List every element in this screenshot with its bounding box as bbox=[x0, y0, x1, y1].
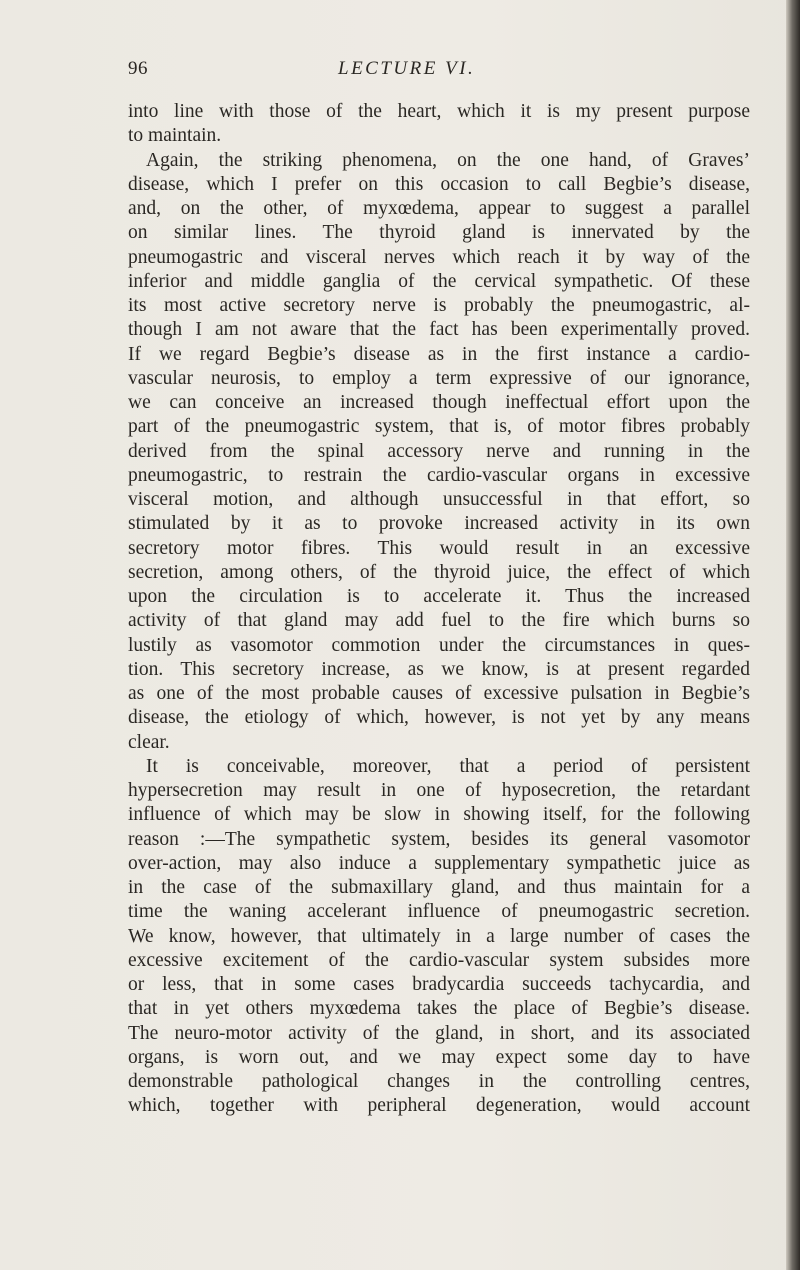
body-text bbox=[128, 100, 750, 1119]
text-line: time the waning accelerant influence of pneumogastric secretion. bbox=[128, 901, 750, 923]
text-line: into line with those of the heart, which it is my present purpose bbox=[128, 101, 750, 122]
text-line: vascular neurosis, to employ a term expressive of our ignorance, bbox=[128, 367, 750, 389]
text-line: excessive excitement of the cardio-vascular system subsides more bbox=[128, 949, 750, 971]
text-line: The neuro-motor activity of the gland, in short, and its associated bbox=[128, 1022, 750, 1044]
text-line: disease, which I prefer on this occasion to call Begbie’s disease, bbox=[128, 173, 750, 195]
text-line: stimulated by it as to provoke increased activity in its own bbox=[128, 513, 750, 535]
running-title: LECTURE VI. bbox=[338, 58, 476, 79]
text-line: or less, that in some cases bradycardia succeeds tachycardia, and bbox=[128, 974, 750, 995]
text-line: activity of that gland may add fuel to the fire which burns so bbox=[128, 610, 750, 632]
text-line: It is conceivable, moreover, that a period of persistent bbox=[146, 755, 750, 777]
text-line: its most active secretory nerve is probably the pneumogastric, al- bbox=[128, 295, 750, 316]
text-line: We know, however, that ultimately in a large number of cases the bbox=[128, 925, 750, 947]
running-head bbox=[0, 58, 800, 86]
text-line: Again, the striking phenomena, on the one hand, of Graves’ bbox=[146, 149, 750, 171]
text-line: lustily as vasomotor commotion under the circumstances in ques- bbox=[128, 634, 750, 656]
text-line: to maintain. bbox=[128, 125, 222, 147]
page-number: 96 bbox=[128, 58, 148, 79]
text-line: that in yet others myxœdema takes the place of Begbie’s disease. bbox=[128, 998, 750, 1020]
text-line: though I am not aware that the fact has been experimentally proved. bbox=[128, 319, 750, 341]
text-line: clear. bbox=[128, 731, 170, 753]
text-line: upon the circulation is to accelerate it. Thus the increased bbox=[128, 586, 750, 607]
text-line: over-action, may also induce a supplementary sympathetic juice as bbox=[128, 852, 750, 874]
text-line: disease, the etiology of which, however, is not yet by any means bbox=[128, 707, 750, 729]
text-line: reason :—The sympathetic system, besides its general vasomotor bbox=[128, 828, 750, 850]
text-line: visceral motion, and although unsuccessful in that effort, so bbox=[128, 489, 750, 510]
text-line: pneumogastric and visceral nerves which reach it by way of the bbox=[128, 246, 750, 268]
text-line: derived from the spinal accessory nerve and running in the bbox=[128, 440, 750, 462]
text-line: demonstrable pathological changes in the controlling centres, bbox=[128, 1071, 750, 1092]
text-line: on similar lines. The thyroid gland is innervated by the bbox=[128, 222, 750, 244]
text-line: part of the pneumogastric system, that is, of motor fibres probably bbox=[128, 416, 750, 438]
text-line: which, together with peripheral degeneration, would account bbox=[128, 1095, 750, 1117]
text-line: secretory motor fibres. This would result in an excessive bbox=[128, 537, 750, 559]
text-line: If we regard Begbie’s disease as in the first instance a cardio- bbox=[128, 343, 750, 365]
text-line: as one of the most probable causes of excessive pulsation in Begbie’s bbox=[128, 683, 750, 704]
text-line: hypersecretion may result in one of hyposecretion, the retardant bbox=[128, 780, 750, 801]
text-line: secretion, among others, of the thyroid juice, the effect of which bbox=[128, 561, 750, 583]
text-line: in the case of the submaxillary gland, and thus maintain for a bbox=[128, 877, 750, 898]
text-line: and, on the other, of myxœdema, appear to suggest a parallel bbox=[128, 198, 750, 219]
text-line: pneumogastric, to restrain the cardio-vascular organs in excessive bbox=[128, 464, 750, 486]
text-line: inferior and middle ganglia of the cervical sympathetic. Of these bbox=[128, 270, 750, 292]
text-line: we can conceive an increased though ineffectual effort upon the bbox=[128, 392, 750, 413]
text-line: influence of which may be slow in showing itself, for the following bbox=[128, 804, 750, 826]
page-binding-edge bbox=[786, 0, 800, 1270]
text-line: organs, is worn out, and we may expect some day to have bbox=[128, 1046, 750, 1068]
text-line: tion. This secretory increase, as we know, is at present regarded bbox=[128, 658, 750, 680]
